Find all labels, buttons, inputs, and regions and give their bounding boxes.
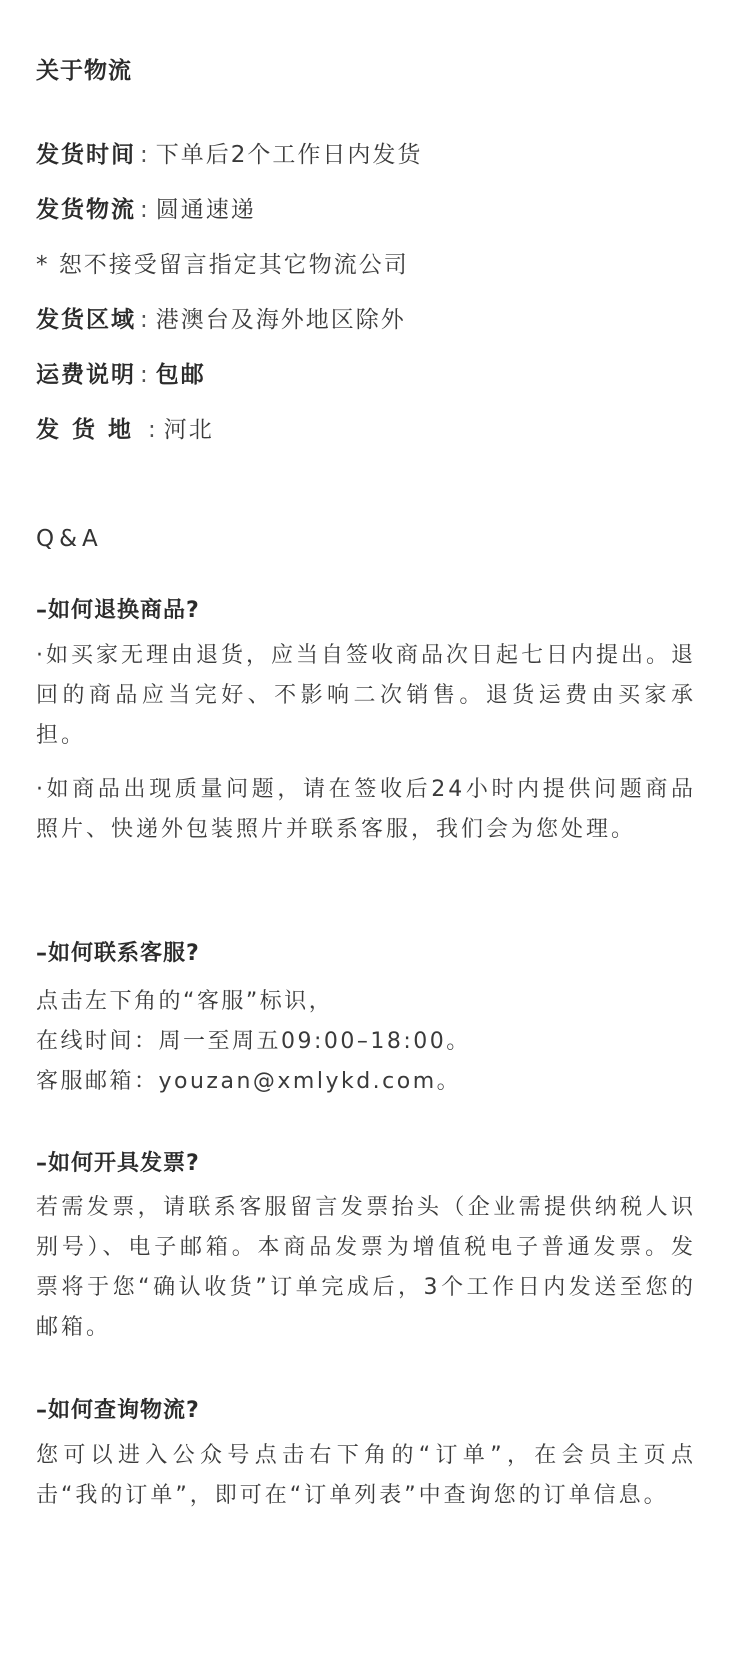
- row-separator: :: [140, 307, 150, 333]
- question-invoice: –如何开具发票?: [36, 1151, 200, 1176]
- shipping-time-row: [36, 136, 422, 169]
- row-key: 发货时间: [36, 142, 136, 168]
- logistics-title: 关于物流: [36, 58, 132, 84]
- shipping-fee-row: [36, 356, 206, 389]
- qa-title: Q&A: [36, 526, 103, 552]
- answer-line: 客服邮箱：youzan@xmlykd.com。: [36, 1069, 462, 1094]
- row-value: 下单后2个工作日内发货: [155, 142, 423, 168]
- row-separator: :: [140, 197, 150, 223]
- question-contact: –如何联系客服?: [36, 941, 200, 966]
- answer-paragraph: 若需发票，请联系客服留言发票抬头（企业需提供纳税人识别号）、电子邮箱。本商品发票为增值税电子普通发票。发票将于您“确认收货”订单完成后，3个工作日内发送至您的邮箱。: [36, 1195, 696, 1340]
- row-separator: :: [140, 362, 150, 388]
- row-key: 发货物流: [36, 197, 136, 223]
- shipping-region-row: [36, 301, 406, 334]
- row-value: 河北: [163, 417, 214, 443]
- answer-paragraph: ·如商品出现质量问题，请在签收后24小时内提供问题商品照片、快递外包装照片并联系客服，我们会为您处理。: [36, 777, 696, 842]
- row-separator: :: [140, 142, 150, 168]
- answer-paragraph: ·如买家无理由退货，应当自签收商品次日起七日内提出。退回的商品应当完好、不影响二次销售。退货运费由买家承担。: [36, 643, 696, 748]
- row-value: 港澳台及海外地区除外: [155, 307, 406, 333]
- row-key: 发货区域: [36, 307, 136, 333]
- row-value: 圆通速递: [155, 197, 256, 223]
- answer-paragraph: 您可以进入公众号点击右下角的“订单”，在会员主页点击“我的订单”，即可在“订单列表”中查询您的订单信息。: [36, 1443, 696, 1508]
- answer-line: 点击左下角的“客服”标识，: [36, 989, 334, 1014]
- ship-from-row: [36, 411, 214, 444]
- row-key: 运费说明: [36, 362, 136, 388]
- question-tracking: –如何查询物流?: [36, 1398, 200, 1423]
- shipping-carrier-row: [36, 191, 256, 224]
- row-separator: :: [148, 417, 158, 443]
- row-key: 发货地: [36, 417, 144, 443]
- question-return: –如何退换商品?: [36, 598, 200, 623]
- row-value: 包邮: [155, 362, 206, 388]
- answer-line: 在线时间：周一至周五09:00–18:00。: [36, 1029, 471, 1054]
- carrier-note: * 恕不接受留言指定其它物流公司: [36, 252, 409, 278]
